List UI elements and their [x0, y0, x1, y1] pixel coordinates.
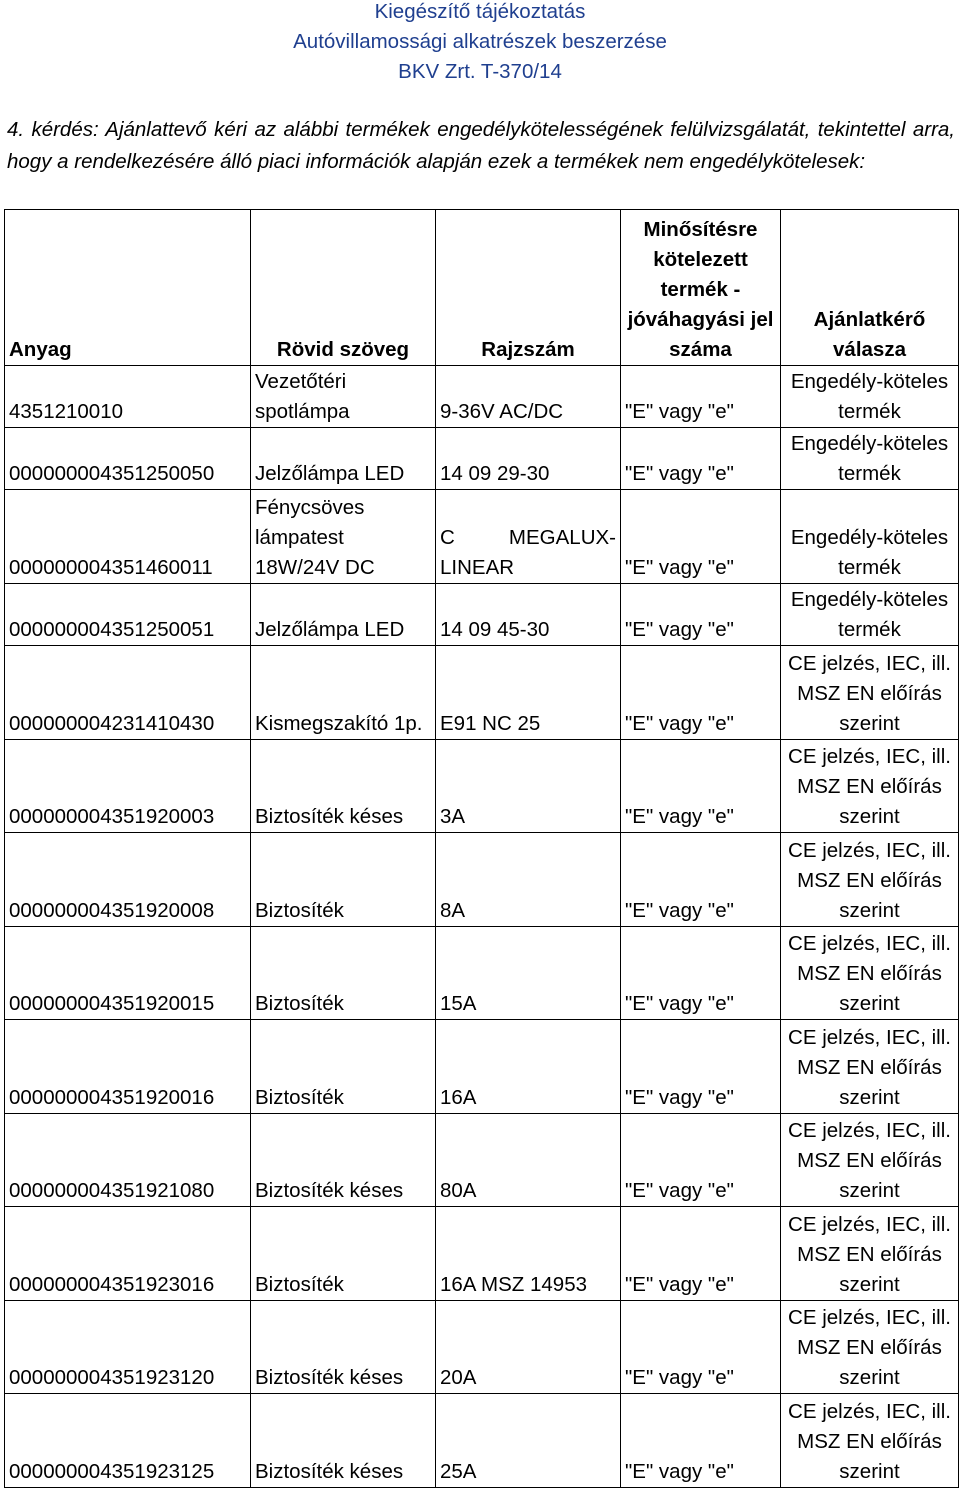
cell-jovahagyasi-jel: "E" vagy "e"	[621, 1020, 781, 1114]
header-ajanlatkero-valasza: Ajánlatkérő válasza	[781, 210, 959, 366]
cell-ajanlatkero-valasza: CE jelzés, IEC, ill. MSZ EN előírás szerint	[781, 1394, 959, 1488]
cell-rajzszam: 20A	[436, 1301, 621, 1394]
cell-ajanlatkero-valasza: Engedély-köteles termék	[781, 366, 959, 428]
header-rajzszam: Rajzszám	[436, 210, 621, 366]
cell-anyag: 000000004351923016	[5, 1207, 251, 1301]
cell-rajzszam: 80A	[436, 1114, 621, 1207]
cell-rajzszam: 14 09 29-30	[436, 428, 621, 490]
cell-ajanlatkero-valasza: CE jelzés, IEC, ill. MSZ EN előírás szerint	[781, 833, 959, 927]
table-row	[5, 1207, 959, 1301]
cell-rajzszam: 8A	[436, 833, 621, 927]
cell-rovid-szoveg: Biztosíték	[251, 1020, 436, 1114]
cell-ajanlatkero-valasza: CE jelzés, IEC, ill. MSZ EN előírás szerint	[781, 1114, 959, 1207]
header-minosites: Minősítésre kötelezett termék - jóváhagyási jel száma	[621, 210, 781, 366]
table-row	[5, 428, 959, 490]
cell-jovahagyasi-jel: "E" vagy "e"	[621, 490, 781, 584]
cell-rovid-szoveg: Biztosíték késes	[251, 1301, 436, 1394]
cell-rovid-szoveg: Kismegszakító 1p.	[251, 646, 436, 740]
cell-jovahagyasi-jel: "E" vagy "e"	[621, 833, 781, 927]
cell-anyag: 000000004351250050	[5, 428, 251, 490]
cell-rovid-szoveg: Jelzőlámpa LED	[251, 428, 436, 490]
table-row	[5, 366, 959, 428]
cell-rovid-szoveg: Biztosíték	[251, 1207, 436, 1301]
cell-jovahagyasi-jel: "E" vagy "e"	[621, 927, 781, 1020]
cell-rajzszam: 16A MSZ 14953	[436, 1207, 621, 1301]
cell-rovid-szoveg: Biztosíték késes	[251, 1114, 436, 1207]
cell-rajzszam: 3A	[436, 740, 621, 833]
table-row	[5, 646, 959, 740]
cell-rajzszam: 15A	[436, 927, 621, 1020]
cell-rovid-szoveg: Biztosíték késes	[251, 740, 436, 833]
cell-anyag: 000000004351250051	[5, 584, 251, 646]
product-table	[4, 209, 959, 1488]
table-row	[5, 1114, 959, 1207]
table-row	[5, 1394, 959, 1488]
table-row	[5, 927, 959, 1020]
cell-rovid-szoveg: Biztosíték	[251, 927, 436, 1020]
cell-rajzszam: 14 09 45-30	[436, 584, 621, 646]
cell-jovahagyasi-jel: "E" vagy "e"	[621, 740, 781, 833]
cell-anyag: 000000004351923120	[5, 1301, 251, 1394]
cell-rajzszam: 16A	[436, 1020, 621, 1114]
cell-jovahagyasi-jel: "E" vagy "e"	[621, 1207, 781, 1301]
cell-ajanlatkero-valasza: CE jelzés, IEC, ill. MSZ EN előírás szerint	[781, 646, 959, 740]
cell-jovahagyasi-jel: "E" vagy "e"	[621, 584, 781, 646]
cell-rovid-szoveg: Jelzőlámpa LED	[251, 584, 436, 646]
cell-anyag: 000000004351460011	[5, 490, 251, 584]
header-title: Kiegészítő tájékoztatás	[374, 0, 586, 23]
question-text: 4. kérdés: Ajánlattevő kéri az alábbi termékek engedélykötelességének felülvizsgálatát, tekintettel arra, hogy a rendelkezésére álló piaci információk alapján ezek a termékek nem engedélykötelesek:	[7, 118, 955, 173]
cell-anyag: 000000004351923125	[5, 1394, 251, 1488]
table-row	[5, 740, 959, 833]
table-row	[5, 1020, 959, 1114]
cell-anyag: 000000004351920016	[5, 1020, 251, 1114]
header-rovid-szoveg: Rövid szöveg	[251, 210, 436, 366]
cell-ajanlatkero-valasza: Engedély-köteles termék	[781, 428, 959, 490]
cell-ajanlatkero-valasza: CE jelzés, IEC, ill. MSZ EN előírás szerint	[781, 1207, 959, 1301]
table-header-row	[5, 210, 959, 366]
table-row	[5, 833, 959, 927]
cell-ajanlatkero-valasza: CE jelzés, IEC, ill. MSZ EN előírás szerint	[781, 740, 959, 833]
header-reference: BKV Zrt. T-370/14	[398, 60, 562, 83]
cell-jovahagyasi-jel: "E" vagy "e"	[621, 366, 781, 428]
cell-ajanlatkero-valasza: Engedély-köteles termék	[781, 490, 959, 584]
table-row	[5, 1301, 959, 1394]
cell-jovahagyasi-jel: "E" vagy "e"	[621, 1114, 781, 1207]
cell-rajzszam: C MEGALUX-LINEAR	[436, 490, 621, 584]
cell-ajanlatkero-valasza: Engedély-köteles termék	[781, 584, 959, 646]
table-row	[5, 584, 959, 646]
cell-anyag: 000000004351920003	[5, 740, 251, 833]
header-anyag: Anyag	[5, 210, 251, 366]
cell-rovid-szoveg: Biztosíték késes	[251, 1394, 436, 1488]
cell-rajzszam: 9-36V AC/DC	[436, 366, 621, 428]
cell-anyag: 000000004351920008	[5, 833, 251, 927]
cell-anyag: 4351210010	[5, 366, 251, 428]
table-row	[5, 490, 959, 584]
cell-anyag: 000000004231410430	[5, 646, 251, 740]
cell-ajanlatkero-valasza: CE jelzés, IEC, ill. MSZ EN előírás szerint	[781, 1020, 959, 1114]
cell-jovahagyasi-jel: "E" vagy "e"	[621, 1394, 781, 1488]
cell-jovahagyasi-jel: "E" vagy "e"	[621, 428, 781, 490]
cell-jovahagyasi-jel: "E" vagy "e"	[621, 646, 781, 740]
cell-jovahagyasi-jel: "E" vagy "e"	[621, 1301, 781, 1394]
cell-rovid-szoveg: Vezetőtéri spotlámpa	[251, 366, 436, 428]
cell-ajanlatkero-valasza: CE jelzés, IEC, ill. MSZ EN előírás szerint	[781, 927, 959, 1020]
header-subject: Autóvillamossági alkatrészek beszerzése	[293, 30, 667, 53]
cell-rovid-szoveg: Fénycsöves lámpatest 18W/24V DC	[251, 490, 436, 584]
cell-anyag: 000000004351921080	[5, 1114, 251, 1207]
cell-rajzszam: E91 NC 25	[436, 646, 621, 740]
cell-anyag: 000000004351920015	[5, 927, 251, 1020]
cell-ajanlatkero-valasza: CE jelzés, IEC, ill. MSZ EN előírás szerint	[781, 1301, 959, 1394]
cell-rovid-szoveg: Biztosíték	[251, 833, 436, 927]
cell-rajzszam: 25A	[436, 1394, 621, 1488]
